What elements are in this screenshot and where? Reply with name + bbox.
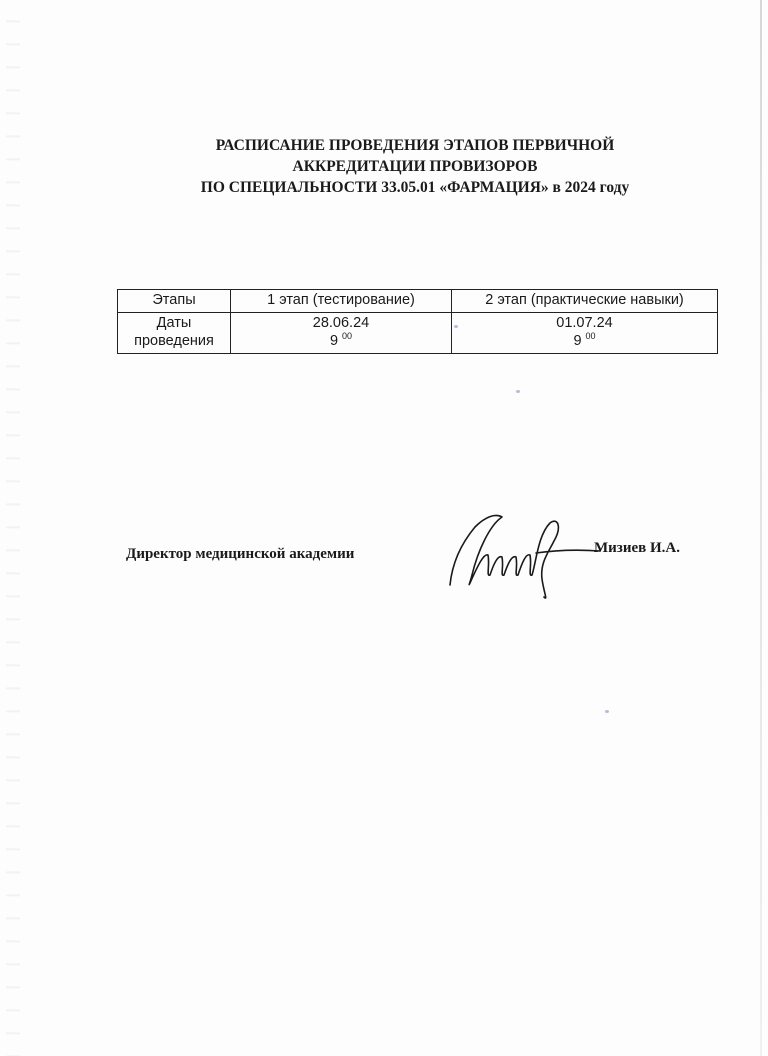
table-row [118, 313, 718, 354]
signature-icon [440, 505, 600, 605]
title-line-2: АККРЕДИТАЦИИ ПРОВИЗОРОВ [292, 158, 538, 175]
schedule-table [117, 289, 718, 354]
stage-1-time [233, 332, 449, 350]
document-title [150, 135, 680, 198]
scan-edge-right [760, 0, 762, 1056]
header-cell-stage-2: 2 этап (практические навыки) [452, 290, 718, 313]
dates-label-line-2: проведения [134, 333, 214, 349]
dates-label-cell [118, 313, 231, 354]
table-header-row [118, 290, 718, 313]
signer-name: Мизиев И.А. [594, 540, 680, 556]
dates-label-line-1: Даты [156, 315, 192, 331]
title-line-1: РАСПИСАНИЕ ПРОВЕДЕНИЯ ЭТАПОВ ПЕРВИЧНОЙ [215, 137, 615, 154]
title-line-3: ПО СПЕЦИАЛЬНОСТИ 33.05.01 «ФАРМАЦИЯ» в 2024 году [200, 179, 630, 196]
scan-speck [605, 710, 609, 713]
stage-1-time-minutes: 00 [342, 331, 353, 342]
scan-speck [516, 390, 520, 393]
stage-2-time-minutes: 00 [585, 331, 596, 342]
stage-1-cell [231, 313, 452, 354]
header-cell-stages: Этапы [118, 290, 231, 313]
stage-2-date: 01.07.24 [556, 315, 613, 331]
stage-2-cell [452, 313, 718, 354]
stage-2-time-hour: 9 [573, 333, 582, 349]
stage-1-date: 28.06.24 [312, 315, 370, 331]
director-position: Директор медицинской академии [126, 546, 355, 562]
scan-edge-left [6, 0, 20, 1056]
scan-speck [454, 325, 458, 328]
stage-1-time-hour: 9 [329, 333, 339, 349]
stage-2-time [454, 332, 715, 350]
header-cell-stage-1: 1 этап (тестирование) [231, 290, 452, 313]
